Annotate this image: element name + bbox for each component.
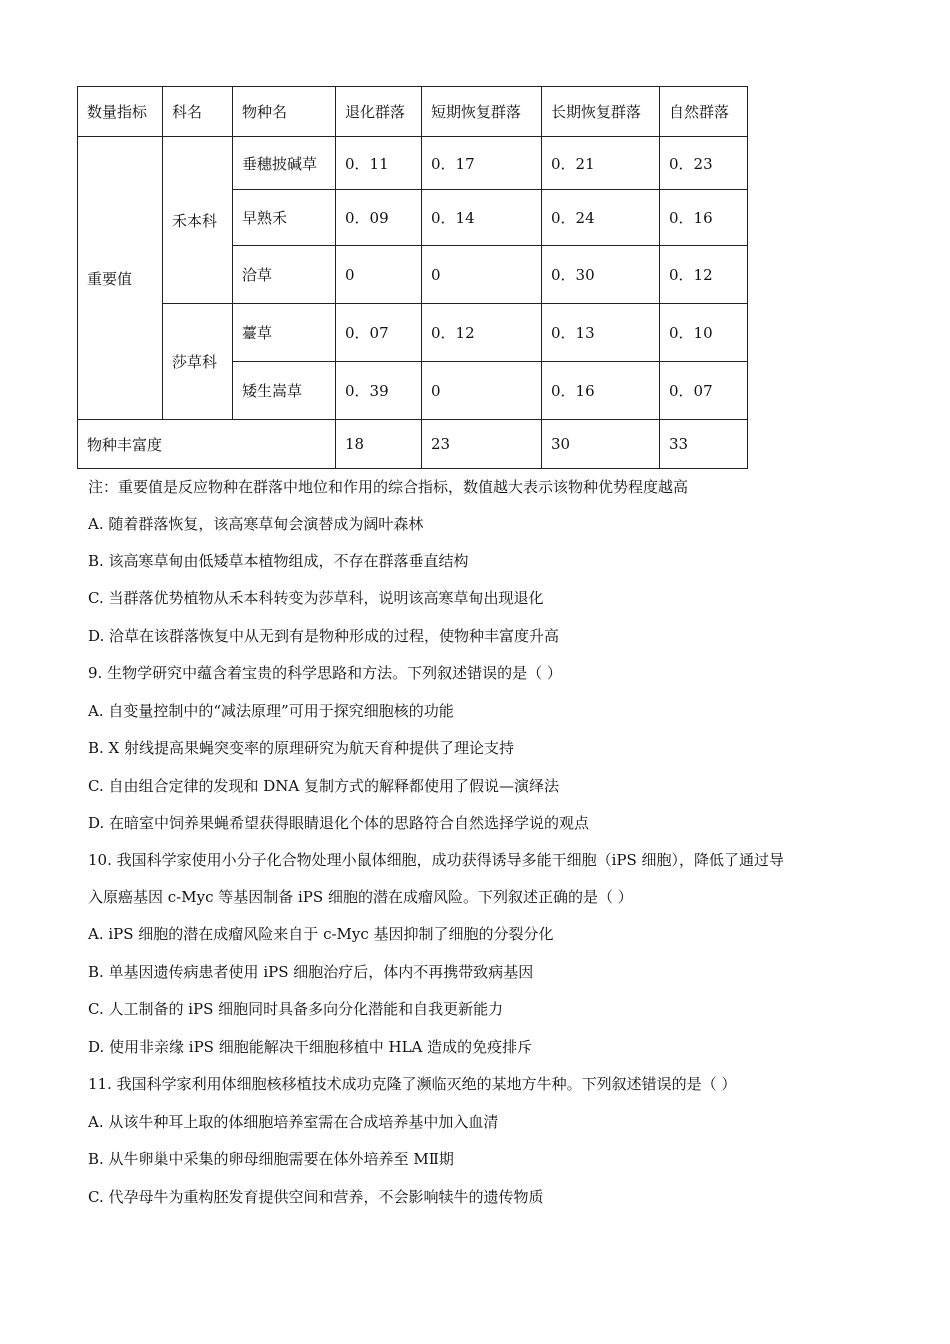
- q8-option-d: D. 洽草在该群落恢复中从无到有是物种形成的过程，使物种丰富度升高: [88, 627, 560, 645]
- species-cell: 早熟禾: [233, 190, 336, 246]
- q9-option-c: C. 自由组合定律的发现和 DNA 复制方式的解释都使用了假说—演绎法: [88, 777, 560, 795]
- value-cell: 0．14: [422, 190, 542, 246]
- value-cell: 0．16: [542, 362, 660, 420]
- q11-stem: 11. 我国科学家利用体细胞核移植技术成功克隆了濒临灭绝的某地方牛种。下列叙述错误的是（ ）: [88, 1075, 737, 1093]
- q11-option-a: A. 从该牛种耳上取的体细胞培养室需在合成培养基中加入血清: [88, 1113, 499, 1131]
- metric-label-cell: 重要值: [78, 137, 163, 420]
- value-cell: 23: [422, 420, 542, 469]
- header-cell: 短期恢复群落: [422, 87, 542, 137]
- species-cell: 矮生嵩草: [233, 362, 336, 420]
- species-importance-table: [77, 86, 748, 469]
- value-cell: 0．24: [542, 190, 660, 246]
- value-cell: 0: [422, 246, 542, 304]
- q10-option-a: A. iPS 细胞的潜在成瘤风险来自于 c-Myc 基因抑制了细胞的分裂分化: [88, 925, 554, 943]
- value-cell: 0: [336, 246, 422, 304]
- q9-option-a: A. 自变量控制中的“减法原理”可用于探究细胞核的功能: [88, 702, 454, 720]
- q10-stem-line1: 10. 我国科学家使用小分子化合物处理小鼠体细胞，成功获得诱导多能干细胞（iPS 细胞），降低了通过导: [88, 851, 785, 869]
- value-cell: 0: [422, 362, 542, 420]
- species-cell: 薹草: [233, 304, 336, 362]
- q10-option-c: C. 人工制备的 iPS 细胞同时具备多向分化潜能和自我更新能力: [88, 1000, 504, 1018]
- header-cell: 长期恢复群落: [542, 87, 660, 137]
- value-cell: 0．12: [422, 304, 542, 362]
- q9-option-d: D. 在暗室中饲养果蝇希望获得眼睛退化个体的思路符合自然选择学说的观点: [88, 814, 590, 832]
- value-cell: 0．12: [660, 246, 748, 304]
- q8-option-c: C. 当群落优势植物从禾本科转变为莎草科，说明该高寒草甸出现退化: [88, 589, 544, 607]
- value-cell: 0．21: [542, 137, 660, 190]
- value-cell: 33: [660, 420, 748, 469]
- table-note: 注：重要值是反应物种在群落中地位和作用的综合指标，数值越大表示该物种优势程度越高: [88, 478, 689, 496]
- richness-row: [78, 420, 748, 469]
- q10-option-d: D. 使用非亲缘 iPS 细胞能解决干细胞移植中 HLA 造成的免疫排斥: [88, 1038, 533, 1056]
- value-cell: 0．17: [422, 137, 542, 190]
- header-cell: 数量指标: [78, 87, 163, 137]
- species-cell: 洽草: [233, 246, 336, 304]
- q11-option-b: B. 从牛卵巢中采集的卵母细胞需要在体外培养至 MⅡ期: [88, 1150, 454, 1168]
- value-cell: 0．11: [336, 137, 422, 190]
- value-cell: 30: [542, 420, 660, 469]
- richness-label-cell: 物种丰富度: [78, 420, 336, 469]
- header-cell: 退化群落: [336, 87, 422, 137]
- q9-option-b: B. X 射线提高果蝇突变率的原理研究为航天育种提供了理论支持: [88, 739, 515, 757]
- value-cell: 0．39: [336, 362, 422, 420]
- value-cell: 0．10: [660, 304, 748, 362]
- table-row: [78, 137, 748, 190]
- value-cell: 18: [336, 420, 422, 469]
- table-row: [78, 304, 748, 362]
- value-cell: 0．16: [660, 190, 748, 246]
- q8-option-a: A. 随着群落恢复，该高寒草甸会演替成为阔叶森林: [88, 515, 424, 533]
- species-cell: 垂穗披碱草: [233, 137, 336, 190]
- value-cell: 0．13: [542, 304, 660, 362]
- table-header-row: [78, 87, 748, 137]
- family-cell: 莎草科: [163, 304, 233, 420]
- q11-option-c: C. 代孕母牛为重构胚发育提供空间和营养，不会影响犊牛的遗传物质: [88, 1188, 544, 1206]
- family-cell: 禾本科: [163, 137, 233, 304]
- value-cell: 0．30: [542, 246, 660, 304]
- q9-stem: 9. 生物学研究中蕴含着宝贵的科学思路和方法。下列叙述错误的是（ ）: [88, 664, 562, 682]
- value-cell: 0．09: [336, 190, 422, 246]
- q10-stem-line2: 入原癌基因 c-Myc 等基因制备 iPS 细胞的潜在成瘤风险。下列叙述正确的是（ ）: [88, 888, 633, 906]
- value-cell: 0．07: [660, 362, 748, 420]
- value-cell: 0．23: [660, 137, 748, 190]
- q10-option-b: B. 单基因遗传病患者使用 iPS 细胞治疗后，体内不再携带致病基因: [88, 963, 534, 981]
- q8-option-b: B. 该高寒草甸由低矮草本植物组成，不存在群落垂直结构: [88, 552, 469, 570]
- header-cell: 物种名: [233, 87, 336, 137]
- value-cell: 0．07: [336, 304, 422, 362]
- header-cell: 自然群落: [660, 87, 748, 137]
- header-cell: 科名: [163, 87, 233, 137]
